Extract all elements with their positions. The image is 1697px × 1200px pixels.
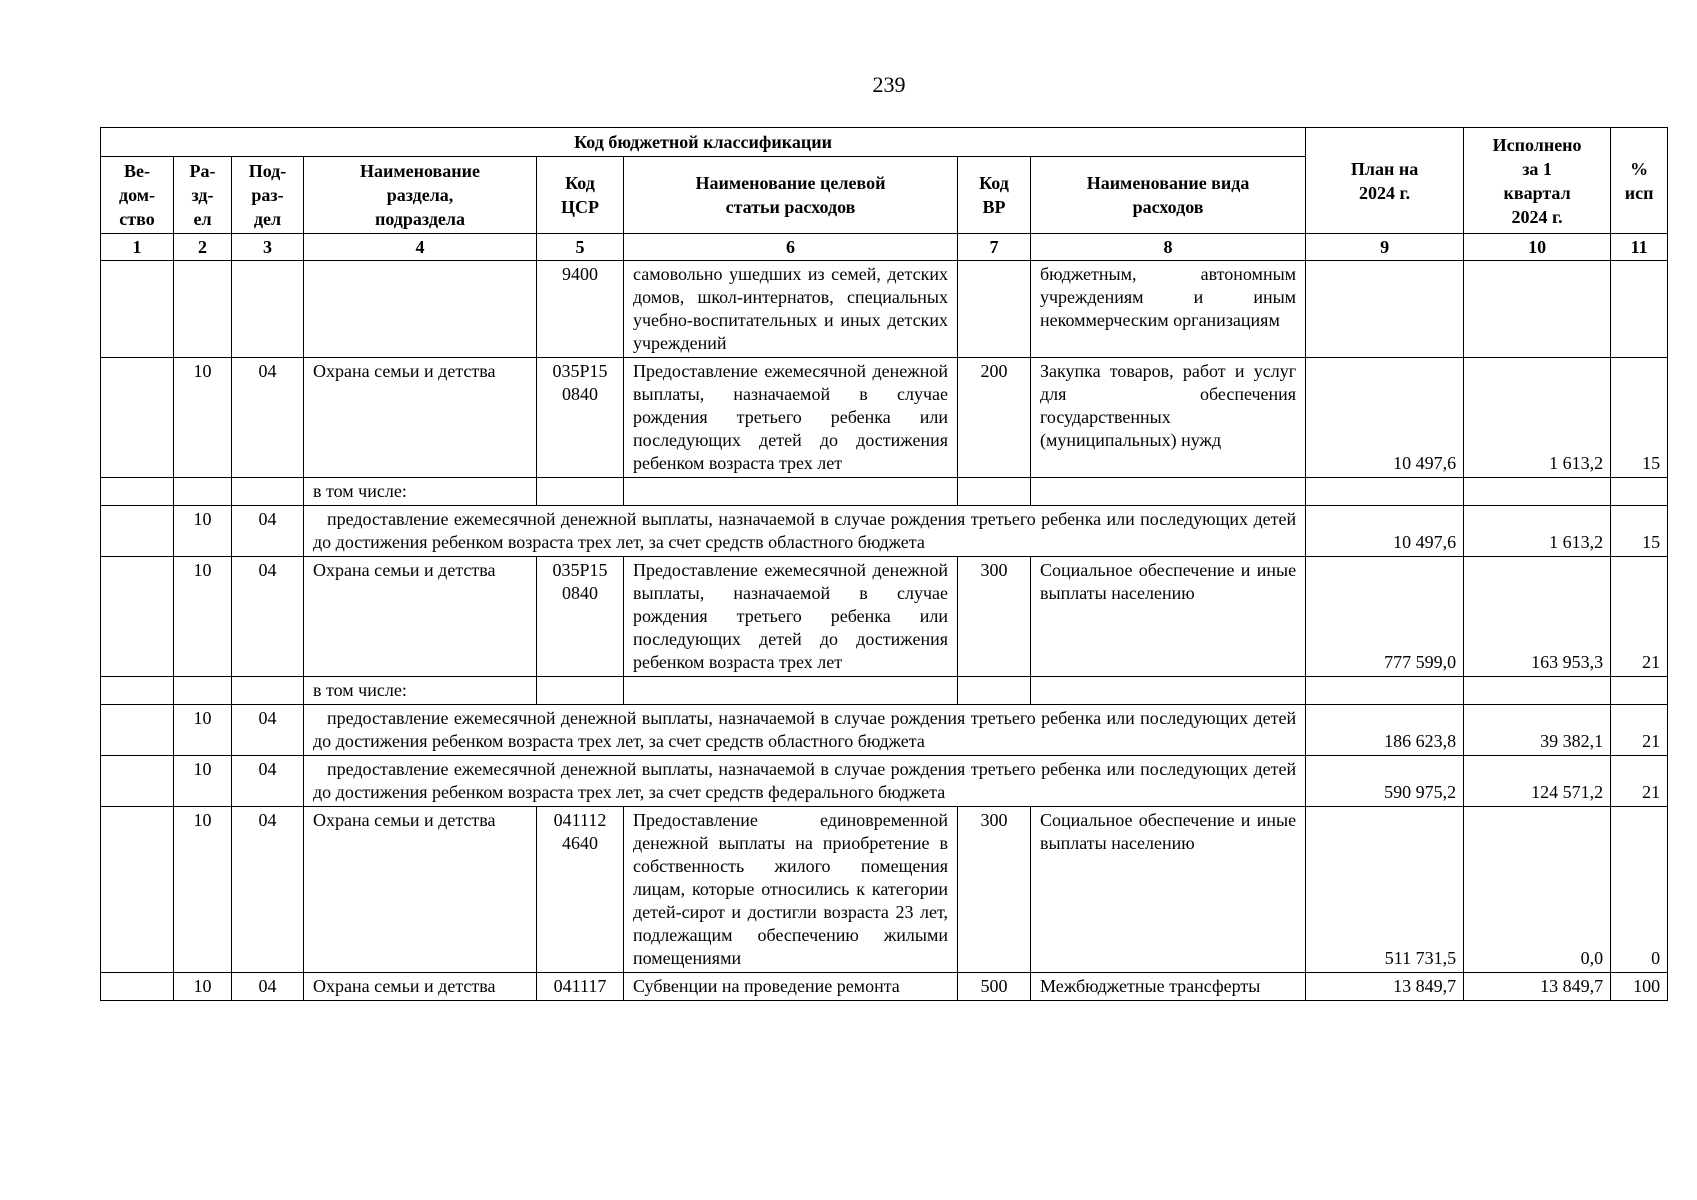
cell-podrazdel: 04 — [232, 557, 304, 677]
cell-percent: 100 — [1611, 973, 1668, 1001]
header-col-9: План на 2024 г. — [1306, 128, 1464, 234]
cell-target-name: Субвенции на проведение ремонта — [624, 973, 958, 1001]
cell-target-name: Предоставление ежемесячной денежной выплаты, назначаемой в случае рождения третьего ребенка или последующих детей до достижения ребенком возраста трех лет — [624, 358, 958, 478]
cell-plan: 590 975,2 — [1306, 756, 1464, 807]
cell-executed: 1 613,2 — [1464, 358, 1611, 478]
cell-executed: 1 613,2 — [1464, 506, 1611, 557]
header-col-8: Наименование вида расходов — [1031, 157, 1306, 234]
cell-csr: 041112 4640 — [537, 807, 624, 973]
cell-plan: 186 623,8 — [1306, 705, 1464, 756]
cell-podrazdel: 04 — [232, 705, 304, 756]
cell-executed: 0,0 — [1464, 807, 1611, 973]
cell-vedomstvo — [101, 478, 174, 506]
header-col-7: Код ВР — [958, 157, 1031, 234]
cell-razdel — [174, 478, 232, 506]
cell-plan: 511 731,5 — [1306, 807, 1464, 973]
cell-podrazdel — [232, 261, 304, 358]
table-row — [101, 261, 1668, 358]
cell-expense-type: Социальное обеспечение и иные выплаты населению — [1031, 557, 1306, 677]
cell-vedomstvo — [101, 506, 174, 557]
header-group-row — [101, 128, 1668, 157]
cell-vr: 300 — [958, 807, 1031, 973]
header-col-2: Ра- зд- ел — [174, 157, 232, 234]
cell-subitem-text: предоставление ежемесячной денежной выплаты, назначаемой в случае рождения третьего ребенка или последующих детей до достижения ребенком возраста трех лет, за счет средств федерального бюджета — [304, 756, 1306, 807]
page-number: 239 — [872, 72, 906, 97]
cell-razdel: 10 — [174, 557, 232, 677]
cell-razdel: 10 — [174, 358, 232, 478]
cell-csr: 035Р15 0840 — [537, 557, 624, 677]
cell-percent: 15 — [1611, 358, 1668, 478]
cell-razdel: 10 — [174, 705, 232, 756]
cell-section-name — [304, 261, 537, 358]
table-row — [101, 358, 1668, 478]
cell-vedomstvo — [101, 677, 174, 705]
cell-vr — [958, 261, 1031, 358]
cell-csr: 035Р15 0840 — [537, 358, 624, 478]
cell-vr: 300 — [958, 557, 1031, 677]
cell-vedomstvo — [101, 973, 174, 1001]
cell-expense-type — [1031, 677, 1306, 705]
column-number-8: 8 — [1031, 234, 1306, 261]
cell-executed: 124 571,2 — [1464, 756, 1611, 807]
cell-target-name: самовольно ушедших из семей, детских домов, школ-интернатов, специальных учебно-воспитательных и иных детских учреждений — [624, 261, 958, 358]
budget-table — [100, 127, 1668, 1001]
cell-expense-type: Межбюджетные трансферты — [1031, 973, 1306, 1001]
cell-target-name — [624, 478, 958, 506]
cell-percent: 15 — [1611, 506, 1668, 557]
column-number-1: 1 — [101, 234, 174, 261]
cell-expense-type: Закупка товаров, работ и услуг для обеспечения государственных (муниципальных) нужд — [1031, 358, 1306, 478]
cell-razdel: 10 — [174, 973, 232, 1001]
header-col-6: Наименование целевой статьи расходов — [624, 157, 958, 234]
header-group-title: Код бюджетной классификации — [101, 128, 1306, 157]
table-row — [101, 705, 1668, 756]
cell-vedomstvo — [101, 756, 174, 807]
cell-razdel: 10 — [174, 807, 232, 973]
cell-plan — [1306, 677, 1464, 705]
header-col-5: Код ЦСР — [537, 157, 624, 234]
cell-percent: 21 — [1611, 756, 1668, 807]
cell-section-name: Охрана семьи и детства — [304, 807, 537, 973]
cell-podrazdel: 04 — [232, 807, 304, 973]
column-number-9: 9 — [1306, 234, 1464, 261]
cell-executed — [1464, 261, 1611, 358]
cell-executed: 163 953,3 — [1464, 557, 1611, 677]
header-col-4: Наименование раздела, подраздела — [304, 157, 537, 234]
cell-target-name — [624, 677, 958, 705]
cell-expense-type: Социальное обеспечение и иные выплаты населению — [1031, 807, 1306, 973]
cell-percent: 21 — [1611, 557, 1668, 677]
cell-vedomstvo — [101, 557, 174, 677]
cell-vedomstvo — [101, 705, 174, 756]
cell-executed: 13 849,7 — [1464, 973, 1611, 1001]
cell-target-name: Предоставление ежемесячной денежной выплаты, назначаемой в случае рождения третьего ребенка или последующих детей до достижения ребенком возраста трех лет — [624, 557, 958, 677]
cell-plan — [1306, 478, 1464, 506]
table-row — [101, 756, 1668, 807]
table-row — [101, 807, 1668, 973]
column-number-2: 2 — [174, 234, 232, 261]
header-col-11: % исп — [1611, 128, 1668, 234]
header-col-10: Исполнено за 1 квартал 2024 г. — [1464, 128, 1611, 234]
cell-vedomstvo — [101, 807, 174, 973]
header-col-1: Ве- дом- ство — [101, 157, 174, 234]
table-row — [101, 506, 1668, 557]
cell-razdel — [174, 261, 232, 358]
column-number-3: 3 — [232, 234, 304, 261]
cell-vr — [958, 677, 1031, 705]
cell-podrazdel: 04 — [232, 506, 304, 557]
column-number-7: 7 — [958, 234, 1031, 261]
cell-vr: 500 — [958, 973, 1031, 1001]
cell-executed — [1464, 478, 1611, 506]
cell-percent — [1611, 677, 1668, 705]
cell-percent: 21 — [1611, 705, 1668, 756]
cell-plan: 777 599,0 — [1306, 557, 1464, 677]
cell-plan — [1306, 261, 1464, 358]
cell-expense-type — [1031, 478, 1306, 506]
cell-podrazdel: 04 — [232, 358, 304, 478]
cell-subitem-text: предоставление ежемесячной денежной выплаты, назначаемой в случае рождения третьего ребенка или последующих детей до достижения ребенком возраста трех лет, за счет средств областного бюджета — [304, 506, 1306, 557]
cell-note: в том числе: — [304, 677, 537, 705]
header-col-3: Под- раз- дел — [232, 157, 304, 234]
cell-plan: 10 497,6 — [1306, 358, 1464, 478]
cell-razdel — [174, 677, 232, 705]
cell-vr: 200 — [958, 358, 1031, 478]
cell-podrazdel — [232, 677, 304, 705]
cell-expense-type: бюджетным, автономным учреждениям и иным некоммерческим организациям — [1031, 261, 1306, 358]
cell-section-name: Охрана семьи и детства — [304, 557, 537, 677]
cell-podrazdel: 04 — [232, 973, 304, 1001]
cell-percent — [1611, 478, 1668, 506]
cell-podrazdel — [232, 478, 304, 506]
cell-csr: 041117 — [537, 973, 624, 1001]
cell-executed: 39 382,1 — [1464, 705, 1611, 756]
column-number-5: 5 — [537, 234, 624, 261]
cell-csr — [537, 478, 624, 506]
cell-note: в том числе: — [304, 478, 537, 506]
table-row — [101, 478, 1668, 506]
cell-podrazdel: 04 — [232, 756, 304, 807]
cell-csr: 9400 — [537, 261, 624, 358]
cell-razdel: 10 — [174, 756, 232, 807]
cell-target-name: Предоставление единовременной денежной выплаты на приобретение в собственность жилого помещения лицам, которые относились к категории детей-сирот и достигли возраста 23 лет, подлежащим обеспечению жилыми помещениями — [624, 807, 958, 973]
table-row — [101, 677, 1668, 705]
cell-executed — [1464, 677, 1611, 705]
cell-plan: 13 849,7 — [1306, 973, 1464, 1001]
table-row — [101, 973, 1668, 1001]
cell-section-name: Охрана семьи и детства — [304, 973, 537, 1001]
cell-percent: 0 — [1611, 807, 1668, 973]
column-number-6: 6 — [624, 234, 958, 261]
cell-subitem-text: предоставление ежемесячной денежной выплаты, назначаемой в случае рождения третьего ребенка или последующих детей до достижения ребенком возраста трех лет, за счет средств областного бюджета — [304, 705, 1306, 756]
cell-plan: 10 497,6 — [1306, 506, 1464, 557]
cell-section-name: Охрана семьи и детства — [304, 358, 537, 478]
cell-vedomstvo — [101, 358, 174, 478]
column-number-4: 4 — [304, 234, 537, 261]
cell-vedomstvo — [101, 261, 174, 358]
column-number-11: 11 — [1611, 234, 1668, 261]
cell-csr — [537, 677, 624, 705]
table-row — [101, 557, 1668, 677]
table-body — [101, 261, 1668, 1001]
cell-percent — [1611, 261, 1668, 358]
column-numbers-row — [101, 234, 1668, 261]
cell-razdel: 10 — [174, 506, 232, 557]
cell-vr — [958, 478, 1031, 506]
column-number-10: 10 — [1464, 234, 1611, 261]
